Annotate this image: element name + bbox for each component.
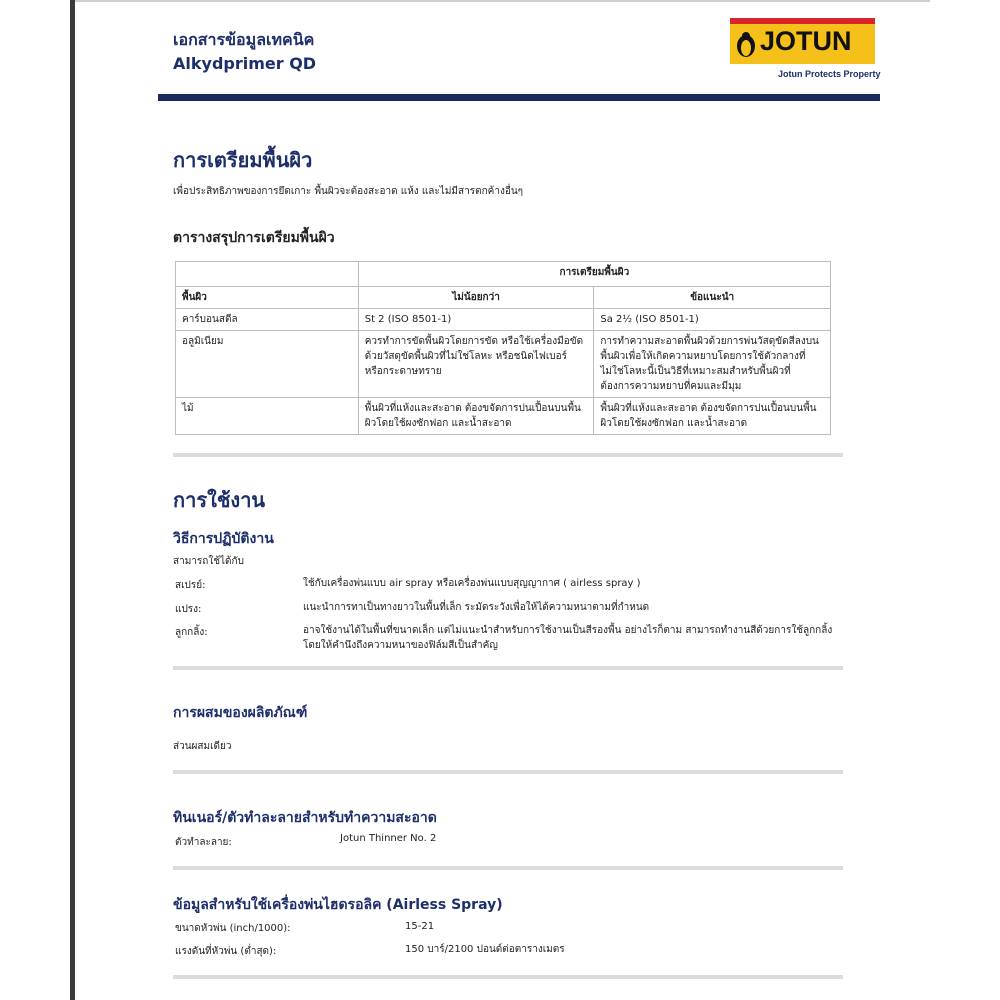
cell-recommended: Sa 2½ (ISO 8501-1) — [594, 309, 831, 331]
column-header-surface: พื้นผิว — [176, 287, 359, 309]
section-divider — [173, 453, 843, 457]
mixing-heading: การผสมของผลิตภัณฑ์ — [173, 705, 308, 721]
logo-wordmark: JOTUN — [760, 26, 852, 56]
thinner-value: Jotun Thinner No. 2 — [340, 833, 437, 844]
method-label-spray: สเปรย์: — [175, 580, 206, 591]
method-text-brush: แนะนำการทาเป็นทางยาวในพื้นที่เล็ก ระมัดระวังเพื่อให้ได้ความหนาตามที่กำหนด — [303, 602, 650, 613]
cell-recommended: พื้นผิวที่แห้งและสะอาด ต้องขจัดการปนเปื้อนบนพื้นผิวโดยใช้ผงซักฟอก และน้ำสะอาด — [594, 398, 831, 435]
table-row — [176, 331, 831, 398]
cell-minimum: พื้นผิวที่แห้งและสะอาด ต้องขจัดการปนเปื้อนบนพื้นผิวโดยใช้ผงซักฟอก และน้ำสะอาด — [358, 398, 594, 435]
mixing-text: ส่วนผสมเดียว — [173, 741, 232, 752]
surface-prep-table — [175, 261, 831, 435]
thinner-heading: ทินเนอร์/ตัวทำละลายสำหรับทำความสะอาด — [173, 810, 437, 826]
section-divider — [173, 975, 843, 979]
airless-value-pressure: 150 บาร์/2100 ปอนด์ต่อตารางเมตร — [405, 944, 565, 955]
logo-tagline: Jotun Protects Property — [778, 69, 881, 79]
penguin-icon — [735, 30, 757, 58]
column-header-minimum: ไม่น้อยกว่า — [358, 287, 594, 309]
table-row — [176, 309, 831, 331]
table-group-header: การเตรียมพื้นผิว — [358, 262, 830, 287]
table-row — [176, 398, 831, 435]
cell-minimum: St 2 (ISO 8501-1) — [358, 309, 594, 331]
prep-table-title: ตารางสรุปการเตรียมพื้นผิว — [173, 230, 335, 246]
document-page — [75, 2, 935, 1000]
surface-prep-heading: การเตรียมพื้นผิว — [173, 148, 313, 172]
airless-label-pressure: แรงดันที่หัวพ่น (ต่ำสุด): — [175, 946, 277, 957]
section-divider — [173, 666, 843, 670]
airless-heading: ข้อมูลสำหรับใช้เครื่องพ่นไฮดรอลิค (Airless Spray) — [173, 897, 503, 913]
column-header-recommended: ข้อแนะนำ — [594, 287, 831, 309]
cell-surface: ไม้ — [176, 398, 359, 435]
section-divider — [173, 866, 843, 870]
cell-minimum: ควรทำการขัดพื้นผิวโดยการขัด หรือใช้เครื่องมือขัด ด้วยวัสดุขัดพื้นผิวที่ไม่ใช่โลหะ หรือชนิดไฟเบอร์ หรือกระดาษทราย — [358, 331, 594, 398]
document-title: เอกสารข้อมูลเทคนิค — [173, 30, 315, 49]
airless-value-tip: 15-21 — [405, 921, 435, 932]
surface-prep-intro: เพื่อประสิทธิภาพของการยึดเกาะ พื้นผิวจะต้องสะอาด แห้ง และไม่มีสารตกค้างอื่นๆ — [173, 186, 524, 197]
cell-surface: อลูมิเนียม — [176, 331, 359, 398]
application-heading: การใช้งาน — [173, 488, 266, 512]
cell-surface: คาร์บอนสตีล — [176, 309, 359, 331]
method-text-roller: อาจใช้งานได้ในพื้นที่ขนาดเล็ก แต่ไม่แนะนำสำหรับการใช้งานเป็นสีรองพื้น อย่างไรก็ตาม สามารถทำงานสีด้วยการใช้ลูกกลิ้ง โดยให้คำนึงถึงความหนาของฟิล์มสีเป็นสำคัญ — [303, 625, 833, 651]
method-label-brush: แปรง: — [175, 604, 202, 615]
thinner-label: ตัวทำละลาย: — [175, 837, 232, 848]
table-group-header-row — [176, 262, 831, 287]
method-heading: วิธีการปฏิบัติงาน — [173, 531, 274, 547]
table-header-row — [176, 287, 831, 309]
product-name: Alkydprimer QD — [173, 54, 317, 73]
airless-label-tip: ขนาดหัวพ่น (inch/1000): — [175, 923, 291, 934]
table-header-empty — [176, 262, 359, 287]
header-divider — [158, 94, 880, 101]
usable-with-label: สามารถใช้ได้กับ — [173, 556, 244, 567]
cell-recommended: การทำความสะอาดพื้นผิวด้วยการพ่นวัสดุขัดสีลงบนพื้นผิวเพื่อให้เกิดความหยาบโดยการใช้ตัวกลางที่ไม่ใช่โลหะนี้เป็นวิธีที่เหมาะสมสำหรับพื้นผิวที่ต้องการความหยาบที่คมและมีมุม — [594, 331, 831, 398]
jotun-logo — [730, 18, 875, 64]
method-text-spray: ใช้กับเครื่องพ่นแบบ air spray หรือเครื่องพ่นแบบสุญญากาศ ( airless spray ) — [303, 578, 641, 589]
section-divider — [173, 770, 843, 774]
method-label-roller: ลูกกลิ้ง: — [175, 627, 208, 638]
